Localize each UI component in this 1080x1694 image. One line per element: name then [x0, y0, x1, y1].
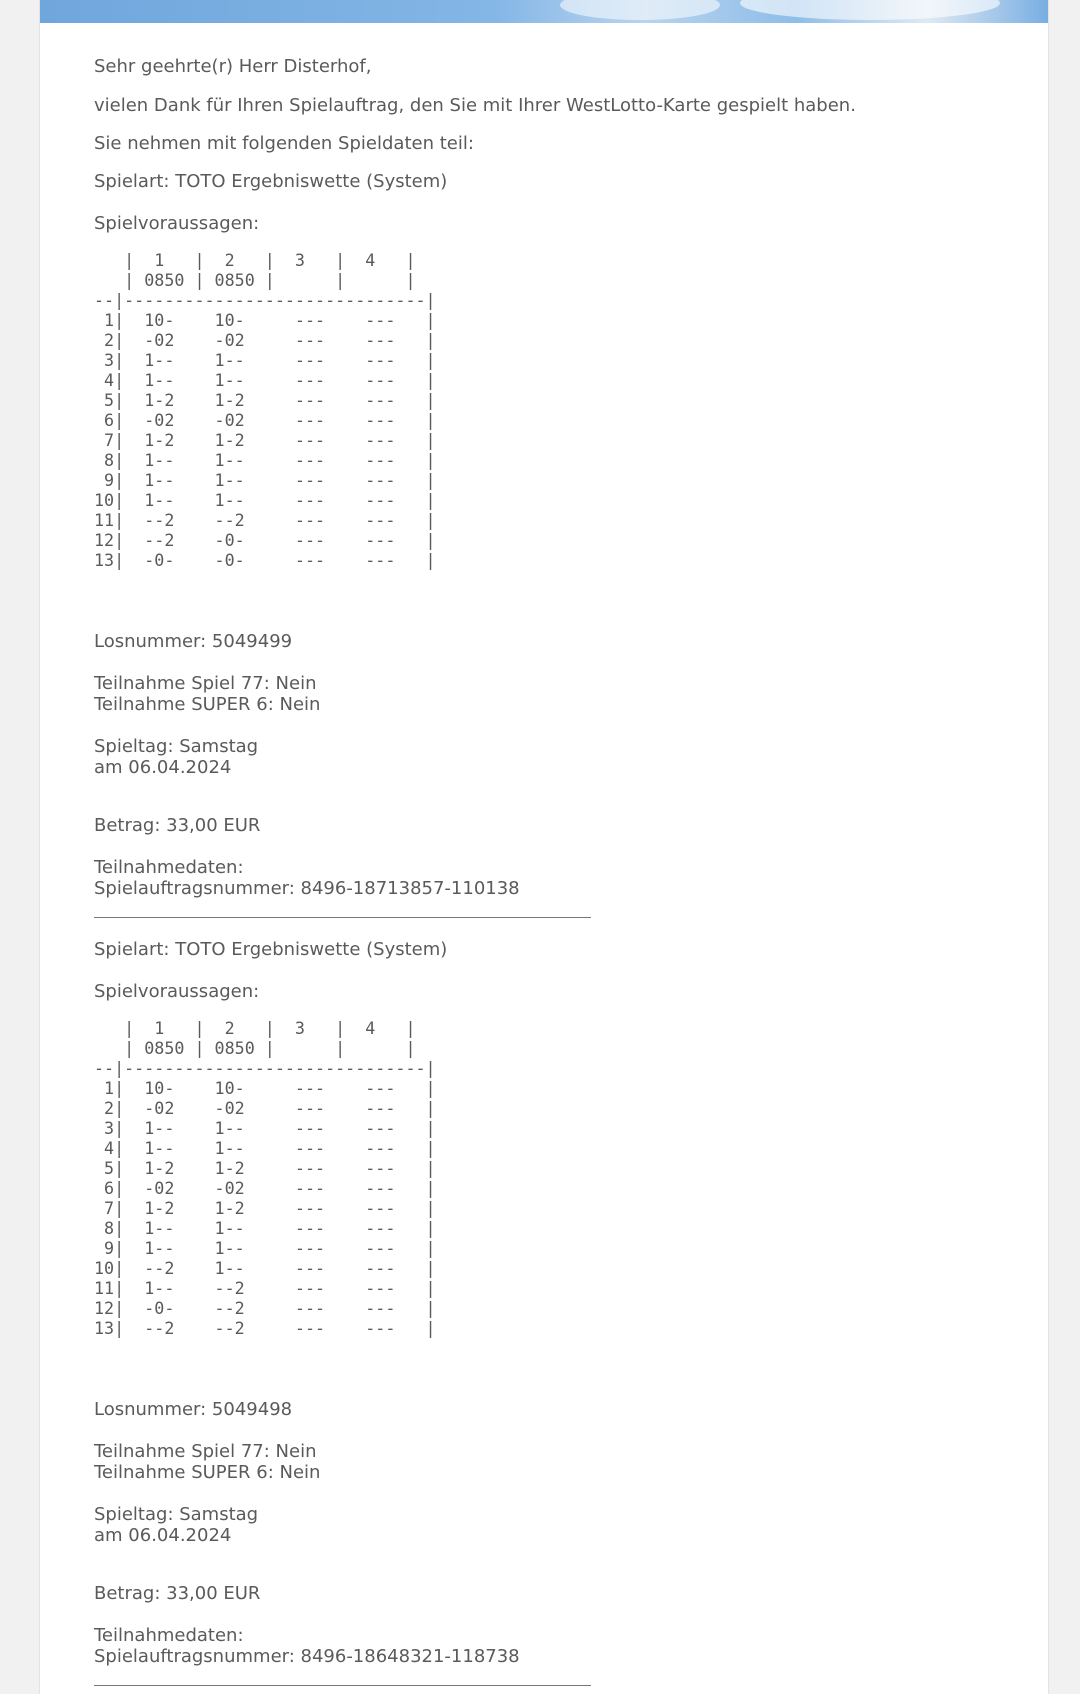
- intro-text: Sie nehmen mit folgenden Spieldaten teil:: [94, 133, 474, 154]
- greeting: Sehr geehrte(r) Herr Disterhof,: [94, 56, 372, 77]
- ticket-number: Losnummer: 5049499: [94, 631, 293, 652]
- super6-participation: Teilnahme SUPER 6: Nein: [94, 694, 321, 715]
- ticket-number: Losnummer: 5049498: [94, 1399, 293, 1420]
- predictions-grid: | 1 | 2 | 3 | 4 | | 0850 | 0850 | | | --|------------------------------| 1| 10- 10- --- --- | 2| -02 -02 --- --- | 3| 1-- 1-- --- --- | 4| 1-- 1-- --- --- | 5| 1-2 1-2 --- --- | 6| -02 -02 --- --- | 7| 1-2 1-2 --- --- | 8| 1-- 1-- --- --- | 9| 1-- 1-- --- --- | 10| --2 1-- --- --- | 11| 1-- --2 --- --- | 12| -0- --2 --- --- | 13| --2 --2 --- --- |: [94, 1018, 436, 1338]
- game-type: Spielart: TOTO Ergebniswette (System): [94, 939, 448, 960]
- amount: Betrag: 33,00 EUR: [94, 1583, 261, 1604]
- participation-data-label: Teilnahmedaten:: [94, 1625, 244, 1646]
- divider: [94, 917, 591, 918]
- page-background: [22, 0, 1046, 1694]
- super6-participation: Teilnahme SUPER 6: Nein: [94, 1462, 321, 1483]
- banner-cloud: [560, 0, 720, 20]
- header-banner: [40, 0, 1048, 23]
- predictions-label: Spielvoraussagen:: [94, 213, 260, 234]
- game-type: Spielart: TOTO Ergebniswette (System): [94, 171, 448, 192]
- email-card: [39, 0, 1049, 1694]
- predictions-grid: | 1 | 2 | 3 | 4 | | 0850 | 0850 | | | --|------------------------------| 1| 10- 10- --- --- | 2| -02 -02 --- --- | 3| 1-- 1-- --- --- | 4| 1-- 1-- --- --- | 5| 1-2 1-2 --- --- | 6| -02 -02 --- --- | 7| 1-2 1-2 --- --- | 8| 1-- 1-- --- --- | 9| 1-- 1-- --- --- | 10| 1-- 1-- --- --- | 11| --2 --2 --- --- | 12| --2 -0- --- --- | 13| -0- -0- --- --- |: [94, 250, 436, 570]
- thanks-text: vielen Dank für Ihren Spielauftrag, den Sie mit Ihrer WestLotto-Karte gespielt haben.: [94, 95, 856, 116]
- spiel77-participation: Teilnahme Spiel 77: Nein: [94, 1441, 317, 1462]
- order-number: Spielauftragsnummer: 8496-18713857-110138: [94, 878, 520, 899]
- banner-cloud: [740, 0, 1000, 20]
- game-day: Spieltag: Samstag: [94, 1504, 259, 1525]
- game-date: am 06.04.2024: [94, 757, 232, 778]
- game-date: am 06.04.2024: [94, 1525, 232, 1546]
- participation-data-label: Teilnahmedaten:: [94, 857, 244, 878]
- divider: [94, 1685, 591, 1686]
- spiel77-participation: Teilnahme Spiel 77: Nein: [94, 673, 317, 694]
- game-day: Spieltag: Samstag: [94, 736, 259, 757]
- order-number: Spielauftragsnummer: 8496-18648321-118738: [94, 1646, 520, 1667]
- amount: Betrag: 33,00 EUR: [94, 815, 261, 836]
- predictions-label: Spielvoraussagen:: [94, 981, 260, 1002]
